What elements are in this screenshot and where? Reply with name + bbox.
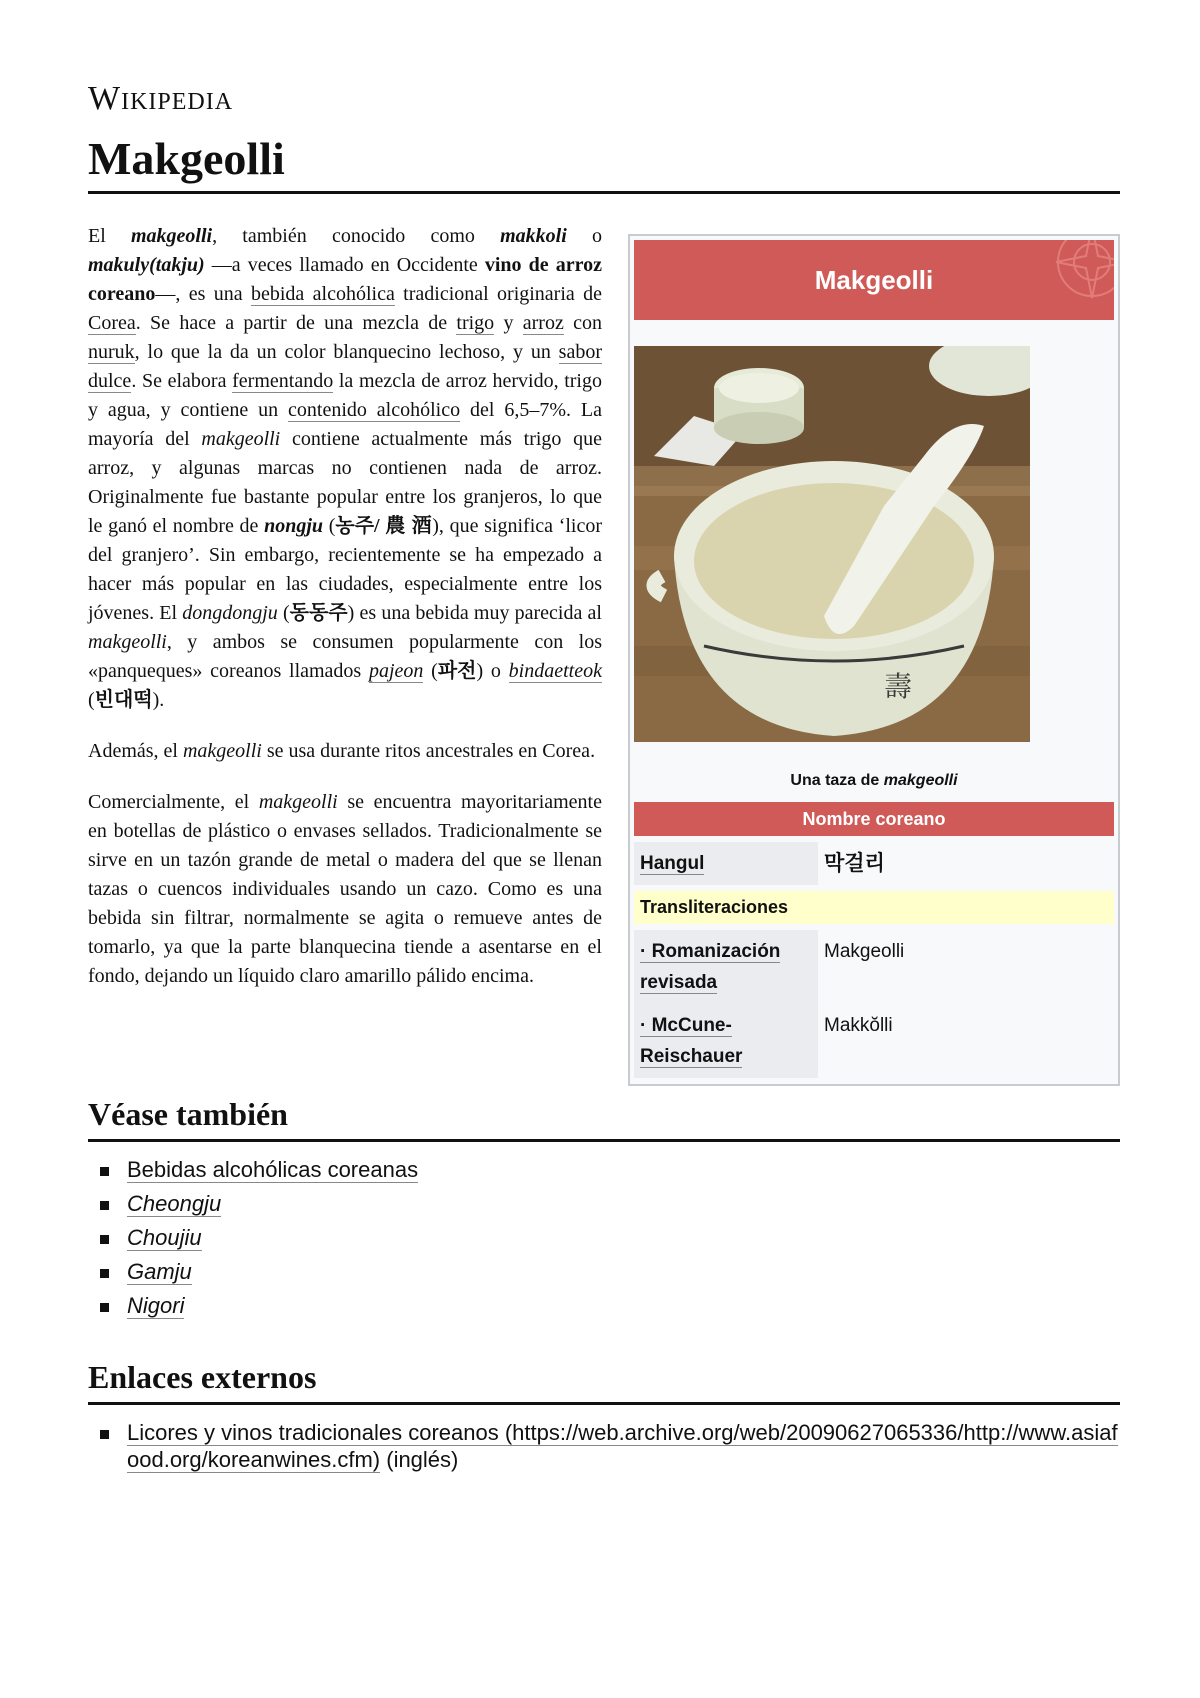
text: con bbox=[563, 312, 602, 334]
link-trigo[interactable]: trigo bbox=[456, 312, 495, 334]
term-dongdongju: dongdongju bbox=[182, 602, 278, 624]
text: tradicional originaria de bbox=[394, 283, 602, 305]
term-italic: makgeolli bbox=[182, 740, 262, 762]
text: ( bbox=[277, 602, 290, 624]
mccune-row bbox=[634, 1004, 1114, 1078]
transliteration-header: Transliteraciones bbox=[634, 891, 1114, 924]
romanization-row bbox=[634, 930, 1114, 1004]
term-italic: makgeolli bbox=[88, 631, 167, 653]
text: Además, el bbox=[88, 740, 183, 762]
korean-nongju: 농주/ 農 酒 bbox=[335, 515, 433, 537]
text: se encuentra mayoritariamente en botellas de plástico o envases sellados. Tradicionalmente se sirve en un tazón grande de metal o madera del que se llenan tazas o cuencos individuales usando un cazo. Como es una bebida sin filtrar, normalmente se agita o remueve antes de tomarlo, ya que la parte blanquecina tiende a asentarse en el fondo, dejando un líquido claro amarillo pálido encima. bbox=[88, 791, 602, 987]
heading-vease-tambien: Véase también bbox=[88, 1096, 1120, 1142]
makgeolli-bowl-image[interactable] bbox=[634, 346, 1030, 742]
mccune-value: Makkŏlli bbox=[818, 1004, 1114, 1078]
link-bebida-alcoholica[interactable]: bebida alcohólica bbox=[250, 283, 395, 305]
link-bindaetteok[interactable]: bindaetteok bbox=[508, 660, 602, 682]
link-nigori[interactable]: Nigori bbox=[127, 1293, 185, 1318]
caption-italic: makgeolli bbox=[883, 772, 958, 789]
infobox-subheader: Nombre coreano bbox=[634, 802, 1114, 836]
term-makgeolli: makgeolli bbox=[130, 225, 213, 247]
term-nongju: nongju bbox=[264, 515, 324, 537]
list-item bbox=[88, 1156, 1120, 1183]
text: , también conocido como bbox=[212, 225, 501, 247]
text: ) es una bebida muy parecida al bbox=[347, 602, 602, 624]
term-italic: makgeolli bbox=[201, 428, 281, 450]
list-item bbox=[88, 1419, 1120, 1473]
link-corea[interactable]: Corea bbox=[88, 312, 136, 334]
list-item bbox=[88, 1224, 1120, 1251]
link-licores-coreanos[interactable]: Licores y vinos tradicionales coreanos (https://web.archive.org/web/20090627065336/http://www.asiafood.org/koreanwines.cfm) bbox=[127, 1420, 1118, 1472]
link-contenido-alcoholico[interactable]: contenido alcohólico bbox=[288, 399, 461, 421]
language-note: (inglés) bbox=[380, 1447, 459, 1472]
text: , y ambos se consumen popularmente con los «panqueques» coreanos llamados bbox=[88, 631, 602, 682]
compass-watermark-icon bbox=[1004, 240, 1114, 320]
mccune-label bbox=[634, 1004, 818, 1078]
term-vino-de-arroz: vino de arroz coreano bbox=[88, 254, 603, 305]
romanization-link[interactable]: · Romanización revisada bbox=[640, 941, 781, 993]
romanization-label bbox=[634, 930, 818, 1004]
text: contiene actualmente más trigo que arroz, y algunas marcas no contienen nada de arroz. Originalmente fue bastante popular entre los granjeros, lo que le ganó el nombre de bbox=[88, 428, 602, 537]
external-links-list bbox=[88, 1419, 1120, 1473]
text: —a veces llamado en Occidente bbox=[204, 254, 485, 276]
romanization-value: Makgeolli bbox=[818, 930, 1114, 1004]
list-item bbox=[88, 1190, 1120, 1217]
wikipedia-logo[interactable]: Wikipedia bbox=[88, 80, 234, 117]
link-sabor-dulce[interactable]: sabor dulce bbox=[88, 341, 602, 392]
text: . Se elabora bbox=[131, 370, 233, 392]
infobox-title-text: Makgeolli bbox=[814, 265, 934, 295]
link-cheongju[interactable]: Cheongju bbox=[127, 1191, 222, 1216]
infobox-title bbox=[634, 240, 1114, 320]
link-arroz[interactable]: arroz bbox=[522, 312, 564, 334]
text: ). bbox=[152, 689, 165, 711]
korean-bindaetteok: 빈대떡 bbox=[94, 689, 153, 711]
caption-text: Una taza de bbox=[790, 772, 884, 789]
link-bebidas-alcoholicas-coreanas[interactable]: Bebidas alcohólicas coreanas bbox=[127, 1157, 419, 1182]
term-makkoli: makkoli bbox=[500, 225, 567, 247]
hangul-link[interactable]: Hangul bbox=[640, 853, 705, 874]
korean-pajeon: 파전 bbox=[437, 660, 477, 682]
text: . Se hace a partir de una mezcla de bbox=[135, 312, 457, 334]
text: o bbox=[566, 225, 602, 247]
hangul-row bbox=[634, 842, 1114, 885]
korean-dongdongju: 동동주 bbox=[289, 602, 348, 624]
term-makuly: makuly(takju) bbox=[88, 254, 205, 276]
text: , lo que la da un color blanquecino lechoso, y un bbox=[134, 341, 559, 363]
mccune-link[interactable]: · McCune-Reischauer bbox=[640, 1015, 743, 1067]
text: ( bbox=[423, 660, 438, 682]
list-item bbox=[88, 1258, 1120, 1285]
text: y bbox=[494, 312, 523, 334]
text: Comercialmente, el bbox=[88, 791, 259, 813]
text: del 6,5–7%. La mayoría del bbox=[88, 399, 603, 450]
link-nuruk[interactable]: nuruk bbox=[88, 341, 135, 363]
text: El bbox=[88, 225, 131, 247]
text: ), que significa ‘licor del granjero’. Sin embargo, recientemente se ha empezado a hacer más popular en las ciudades, especialmente entre los jóvenes. El bbox=[88, 515, 602, 624]
link-gamju[interactable]: Gamju bbox=[127, 1259, 192, 1284]
hangul-label bbox=[634, 842, 818, 885]
link-choujiu[interactable]: Choujiu bbox=[127, 1225, 202, 1250]
link-fermentando[interactable]: fermentando bbox=[232, 370, 334, 392]
heading-enlaces-externos: Enlaces externos bbox=[88, 1359, 1120, 1405]
text: ( bbox=[88, 689, 95, 711]
page-title: Makgeolli bbox=[88, 132, 1120, 194]
infobox bbox=[628, 234, 1120, 1086]
list-item bbox=[88, 1292, 1120, 1319]
image-caption bbox=[630, 772, 1118, 790]
see-also-list bbox=[88, 1156, 1120, 1319]
text: ) o bbox=[476, 660, 509, 682]
text: la mezcla de arroz hervido, trigo y agua, y contiene un bbox=[88, 370, 602, 421]
article bbox=[88, 80, 1120, 1480]
svg-text:壽: 壽 bbox=[884, 670, 913, 703]
text: —, es una bbox=[155, 283, 251, 305]
text: ( bbox=[323, 515, 336, 537]
text: se usa durante ritos ancestrales en Corea. bbox=[261, 740, 596, 762]
hangul-value: 막걸리 bbox=[818, 842, 1114, 885]
link-pajeon[interactable]: pajeon bbox=[368, 660, 424, 682]
term-italic: makgeolli bbox=[258, 791, 338, 813]
